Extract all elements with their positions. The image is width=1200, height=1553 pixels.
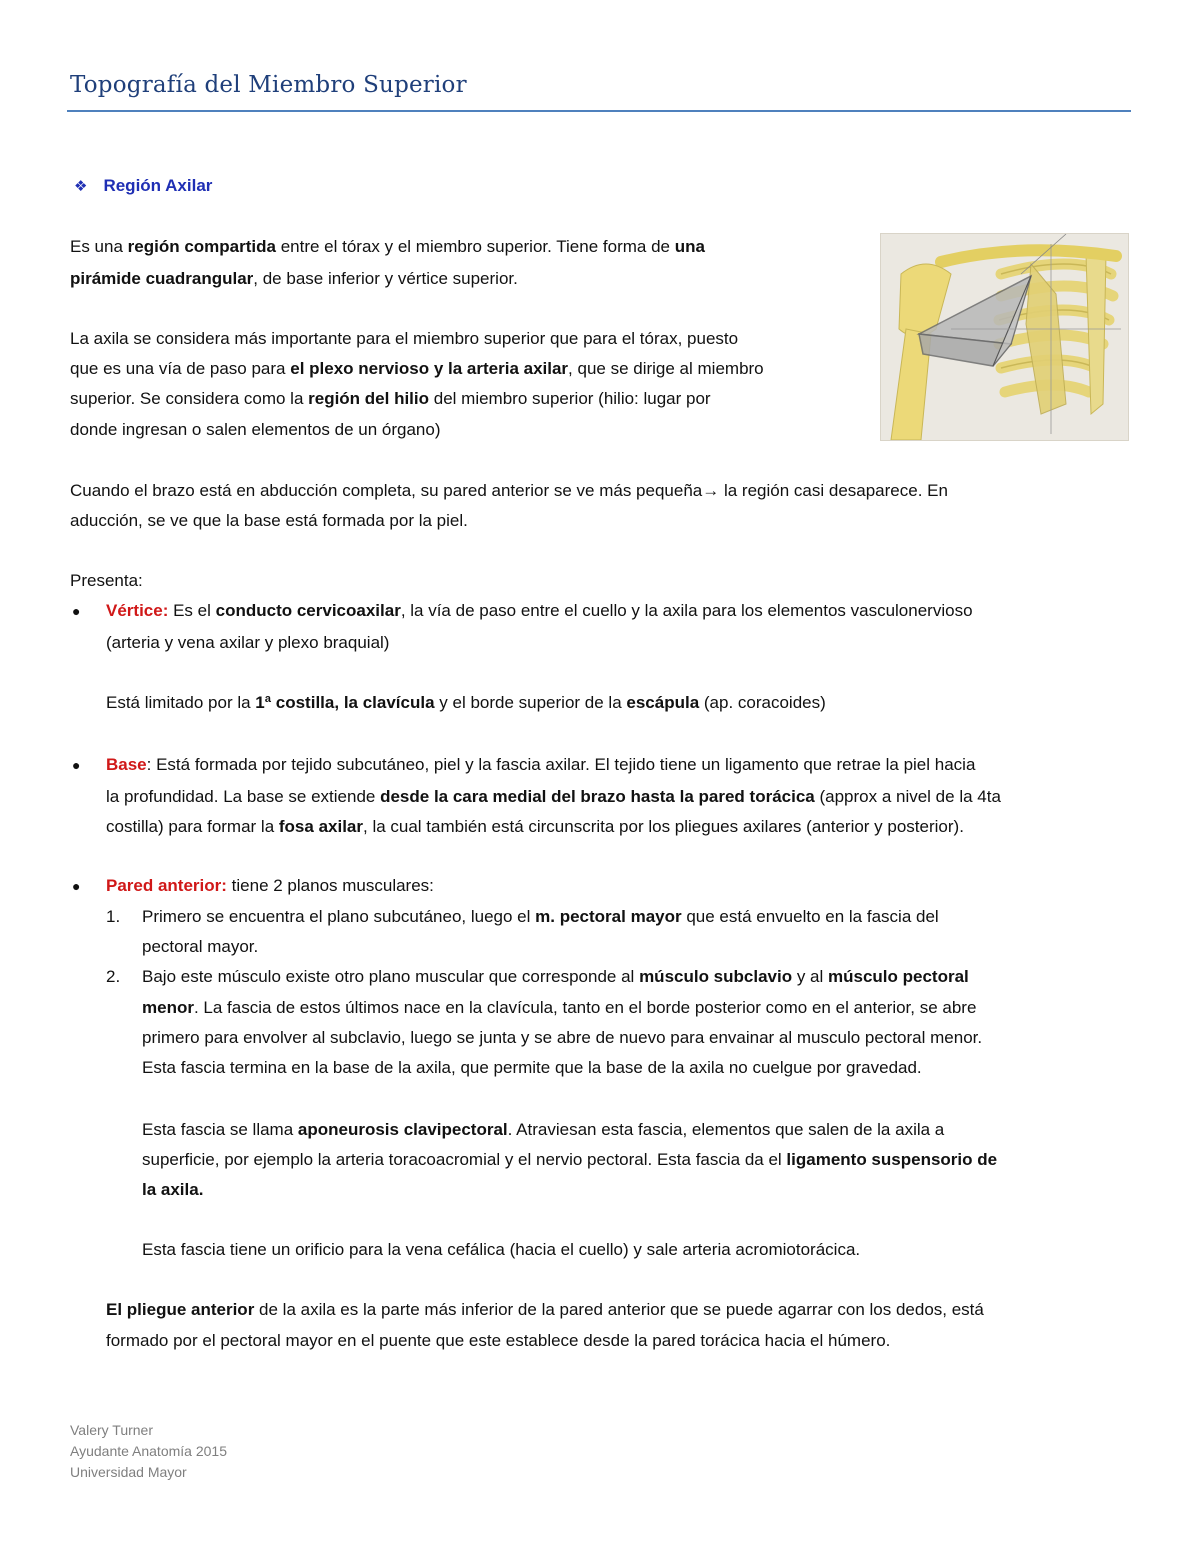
- paragraph-line: (arteria y vena axilar y plexo braquial): [106, 633, 390, 652]
- paragraph-line: pectoral mayor.: [142, 937, 259, 956]
- footer-author: Valery Turner: [70, 1422, 153, 1438]
- list-number: 2.: [106, 967, 121, 986]
- paragraph-line: pirámide cuadrangular, de base inferior y vértice superior.: [70, 269, 518, 288]
- presenta-label: Presenta:: [70, 571, 143, 590]
- paragraph-line: aducción, se ve que la base está formada por la piel.: [70, 511, 468, 530]
- footer-university: Universidad Mayor: [70, 1464, 187, 1480]
- paragraph-line: Es una región compartida entre el tórax y el miembro superior. Tiene forma de una: [70, 237, 705, 256]
- paragraph-line: Esta fascia termina en la base de la axila, que permite que la base de la axila no cuelgue por gravedad.: [142, 1058, 922, 1077]
- paragraph-line: Esta fascia tiene un orificio para la vena cefálica (hacia el cuello) y sale arteria acromiotorácica.: [142, 1240, 861, 1259]
- list-item-vertice: Vértice: Es el conducto cervicoaxilar, la vía de paso entre el cuello y la axila para los elementos vasculonervioso: [106, 601, 973, 620]
- bullet-icon: ●: [72, 603, 81, 619]
- paragraph-line: superficie, por ejemplo la arteria toracoacromial y el nervio pectoral. Esta fascia da el ligamento suspensorio de: [142, 1150, 998, 1169]
- footer-role: Ayudante Anatomía 2015: [70, 1443, 227, 1459]
- section-heading-text: Región Axilar: [103, 176, 213, 195]
- paragraph-line: Primero se encuentra el plano subcutáneo, luego el m. pectoral mayor que está envuelto en la fascia del: [142, 907, 939, 926]
- paragraph-line: costilla) para formar la fosa axilar, la cual también está circunscrita por los pliegues axilares (anterior y posterior).: [106, 817, 964, 836]
- bullet-icon: ●: [72, 757, 81, 773]
- document-title: Topografía del Miembro Superior: [70, 72, 467, 98]
- list-item-base: Base: Está formada por tejido subcutáneo, piel y la fascia axilar. El tejido tiene un ligamento que retrae la piel hacia: [106, 755, 976, 774]
- section-heading: [74, 176, 212, 196]
- paragraph-line: menor. La fascia de estos últimos nace en la clavícula, tanto en el borde posterior como en el anterior, se abre: [142, 998, 977, 1017]
- paragraph-line: Cuando el brazo está en abducción completa, su pared anterior se ve más pequeña→ la región casi desaparece. En: [70, 481, 948, 500]
- paragraph-line: superior. Se considera como la región del hilio del miembro superior (hilio: lugar por: [70, 389, 711, 408]
- title-rule: [67, 110, 1131, 112]
- diamond-bullet-icon: ❖: [74, 178, 88, 195]
- paragraph-line: La axila se considera más importante para el miembro superior que para el tórax, puesto: [70, 329, 739, 348]
- paragraph-line: donde ingresan o salen elementos de un órgano): [70, 420, 441, 439]
- paragraph-line: Esta fascia se llama aponeurosis clavipectoral. Atraviesan esta fascia, elementos que salen de la axila a: [142, 1120, 945, 1139]
- axilla-anatomy-illustration: [880, 233, 1129, 441]
- paragraph-line: primero para envolver al subclavio, luego se junta y se abre de nuevo para envainar al musculo pectoral menor.: [142, 1028, 983, 1047]
- right-arrow-icon: →: [702, 481, 720, 500]
- paragraph-line: formado por el pectoral mayor en el puente que este establece desde la pared torácica hacia el húmero.: [106, 1331, 891, 1350]
- paragraph-line: Bajo este músculo existe otro plano muscular que corresponde al músculo subclavio y al músculo pectoral: [142, 967, 969, 986]
- bullet-icon: ●: [72, 878, 81, 894]
- paragraph-line: la axila.: [142, 1180, 204, 1199]
- paragraph-line: la profundidad. La base se extiende desde la cara medial del brazo hasta la pared torácica (approx a nivel de la 4ta: [106, 787, 1001, 806]
- paragraph-line: que es una vía de paso para el plexo nervioso y la arteria axilar, que se dirige al miembro: [70, 359, 764, 378]
- paragraph-line: El pliegue anterior de la axila es la parte más inferior de la pared anterior que se puede agarrar con los dedos, está: [106, 1300, 984, 1319]
- list-item-pared-anterior: Pared anterior: tiene 2 planos musculares:: [106, 876, 434, 895]
- list-number: 1.: [106, 907, 121, 926]
- paragraph-line: Está limitado por la 1ª costilla, la clavícula y el borde superior de la escápula (ap. coracoides): [106, 693, 826, 712]
